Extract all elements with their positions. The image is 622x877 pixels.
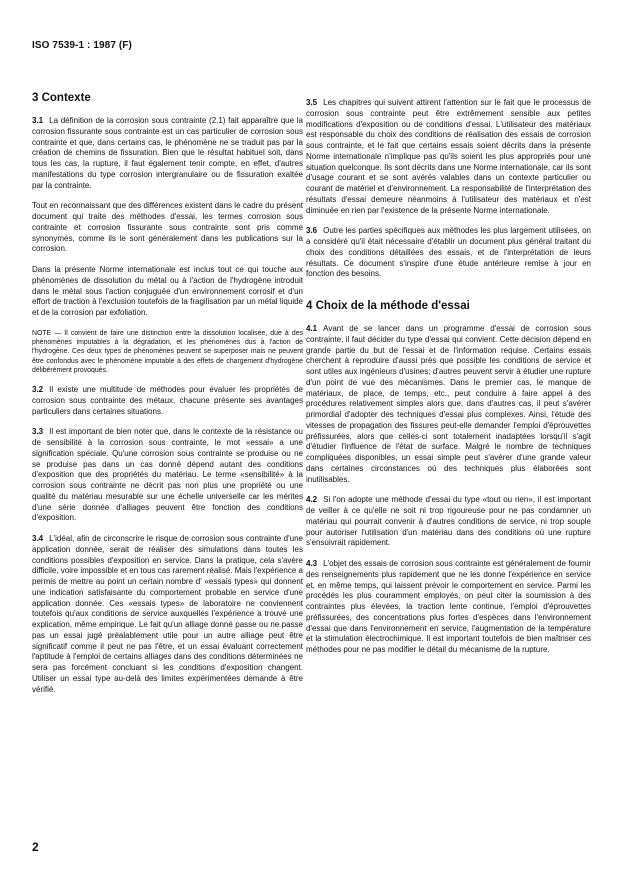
clause-number: 3.2 [32, 385, 44, 395]
paragraph-text: Il est important de bien noter que, dans le contexte de la résistance ou de sensibilité à la corrosion sous contrainte, le mot «essai» a une signification spéciale. Qu'une corrosion sous contrainte se produise ou ne se produise pas dans un cas donné dépend autant des conditions d'exposition que des propriétés du matériau. Le terme «sensibilité» à la corrosion sous contrainte ne décrit pas non plus une propriété ou une qualité du matériau mesurable sur une échelle universelle car les mérites d'une série donnée d'alliages peuvent être fonction des conditions d'exposition. [32, 427, 303, 523]
clause-number: 3.5 [306, 98, 318, 107]
paragraph-3-1-c: Dans la présente Norme internationale est inclus tout ce qui touche aux phénomènes de dissolution du métal ou à l'action de l'hydrogène introduit dans le métal sous l'action conjuguée d'un environnement corrosif et d'un effort de traction à l'exclusion toutefois de la fragilisation par un métal liquide et de la corrosion par exfoliation. [32, 265, 303, 317]
document-header: ISO 7539-1 : 1987 (F) [32, 40, 132, 51]
clause-number: 3.6 [306, 226, 318, 236]
paragraph-4-1 [306, 324, 591, 485]
clause-number: 4.2 [306, 495, 318, 505]
clause-number: 3.4 [32, 534, 44, 544]
left-column [32, 92, 303, 705]
paragraph-text: Il existe une multitude de méthodes pour évaluer les propriétés de corrosion sous contrainte des métaux, chacune présente ses avantages particuliers dans certaines situations. [32, 385, 303, 416]
paragraph-4-2 [306, 495, 591, 549]
paragraph-3-1 [32, 116, 303, 191]
paragraph-3-4 [32, 534, 303, 695]
paragraph-4-3 [306, 559, 591, 656]
paragraph-text: Outre les parties spécifiques aux méthodes les plus largement utilisées, on a considéré qu'il était nécessaire d'établir un document plus général traitant du choix des conditions détaillées des essais, et de l'interprétation de leurs résultats. Ce document s'inspire d'une étude antérieure remise à jour en fonction des besoins. [306, 226, 591, 279]
paragraph-3-3 [32, 427, 303, 524]
paragraph-text: L'objet des essais de corrosion sous contrainte est généralement de fournir des renseignements plus rapidement que ne les donne l'expérience en service et, en même temps, qui laissent prévoir le comportement en service. Parmi les procédés les plus couramment employés, on peut citer la soumission à des contraintes plus élevées, la traction lente continue, l'emploi d'éprouvettes préfissurées, des concentrations plus fortes d'espèces dans l'environnement d'essai que dans l'environnement en service, l'augmentation de la température et la stimulation électrochimique. Il est important toutefois de bien maîtriser ces méthodes pour ne pas modifier le détail du mécanisme de la rupture. [306, 559, 591, 654]
section-4-title: 4 Choix de la méthode d'essai [306, 300, 470, 312]
paragraph-3-6 [306, 226, 591, 280]
clause-number: 3.1 [32, 116, 44, 125]
paragraph-text: La définition de la corrosion sous contrainte (2.1) fait apparaître que la corrosion fissurante sous contrainte est un cas particulier de corrosion sous contrainte et que, dans certains cas, le phénomène ne se traduit pas par la création de chemins de fissuration. Bien que le résultat habituel soit, dans tous les cas, la rupture, il faut également tenir compte, en effet, d'autres manifestations du type corrosion intergranulaire ou de fissuration exaltée par la contrainte. [32, 116, 303, 190]
paragraph-text: Avant de se lancer dans un programme d'essai de corrosion sous contrainte, il faut décider du type d'essai qui convient. Cette décision dépend en grande partie du but de l'essai et de l'information requise. Certains essais cherchent à reproduire d'aussi près que possible les conditions de service et sont utiles aux ingénieurs d'usines; d'autres peuvent servir à étudier une rupture d'un point de vue des mécanismes. Dans le premier cas, le manque de matériaux, de place, de temps, etc., peut conduire à faire appel à des procédures relativement simples alors que, dans d'autres cas, il peut s'avérer primordial d'adopter des techniques d'essai plus complexes. Ainsi, l'étude des vitesses de propagation des fissures peut-elle demander l'emploi d'éprouvettes préfissurées, alors que celles-ci sont totalement inadaptées lorsqu'il s'agit d'étudier l'influence de l'état de surface. Malgré le nombre de techniques compliquées disponibles, un essai simple peut s'avérer d'une grande valeur dans certaines circonstances où des techniques plus élaborées sont inutilisables. [306, 324, 591, 484]
note: NOTE — Il convient de faire une distinction entre la dissolution localisée, due à des phénomènes imputables à la dégradation, et les phénomènes dus à l'action de l'hydrogène. Ces deux types de phénomènes peuvent se superposer mais ne peuvent être confondus avec le phénomène imputable à des effets de chargement d'hydrogène délibérément provoqués. [32, 329, 303, 374]
paragraph-text: Les chapitres qui suivent attirent l'attention sur le fait que le processus de corrosion sous contrainte peut être extrêmement sensible aux petites modifications d'exposition ou de conditions d'essai. L'utilisateur des matériaux est responsable du choix des conditions de réalisation des essais de corrosion sous contrainte, et le fait que certains essais soient décrits dans la présente Norme internationale n'implique pas qu'ils soient les plus appropriés pour une situation quelconque. Ils sont décrits dans une Norme internationale, car ils sont d'usage courant et se sont avérés valables dans un contexte particulier ou courant de matériel et d'environnement. La responsabilité de l'interprétation des résultats d'essai demeure néanmoins à l'utilisateur des matériaux et n'est diminuée en rien par l'existence de la présente Norme internationale. [306, 98, 591, 215]
section-3-title: 3 Contexte [32, 92, 91, 104]
paragraph-3-2 [32, 385, 303, 417]
clause-number: 4.3 [306, 559, 318, 568]
right-column [306, 98, 591, 666]
page-number: 2 [32, 840, 39, 854]
clause-number: 4.1 [306, 324, 318, 333]
paragraph-3-5 [306, 98, 591, 216]
clause-number: 3.3 [32, 427, 44, 437]
paragraph-3-1-b: Tout en reconnaissant que des différences existent dans le cadre du présent document qui traite des méthodes d'essai, les termes corrosion sous contrainte et corrosion fissurante sous contrainte sont pris comme synonymes, comme ils le sont généralement dans les publications sur la corrosion. [32, 201, 303, 254]
paragraph-text: L'idéal, afin de circonscrire le risque de corrosion sous contrainte d'une application donnée, serait de réaliser des simulations dans toutes les conditions possibles d'exposition en service. Dans la pratique, cela s'avère difficile, voire impossible et en tous cas rarement réalisé. Mais l'expérience a permis de mettre au point un certain nombre d' «essais types» qui donnent une indication satisfaisante du comportement probable en service d'une application donnée. Ces «essais types» de laboratoire ne conviennent toutefois qu'aux conditions de service auxquelles l'expérience a trouvé une explication, même empirique. Le fait qu'un alliage donné passe ou ne passe pas un essai jugé préalablement utile pour un autre alliage peut être significatif comme il peut ne pas l'être, et un essai évaluant correctement l'aptitude à l'emploi de certains alliages dans des conditions déterminées ne sera pas forcément concluant si les conditions d'exposition changent. Utiliser un essai type au-delà des limites expérimentées demande à être vérifié. [32, 534, 303, 694]
paragraph-text: Si l'on adopte une méthode d'essai du type «tout ou rien», il est important de veiller à ce qu'elle ne soit ni trop rigoureuse pour ne pas condamner un matériau qui pourrait convenir à d'autres conditions de service, ni trop souple pour autoriser l'utilisation d'un matériau dans des conditions où une rupture s'ensuivrait rapidement. [306, 495, 591, 548]
